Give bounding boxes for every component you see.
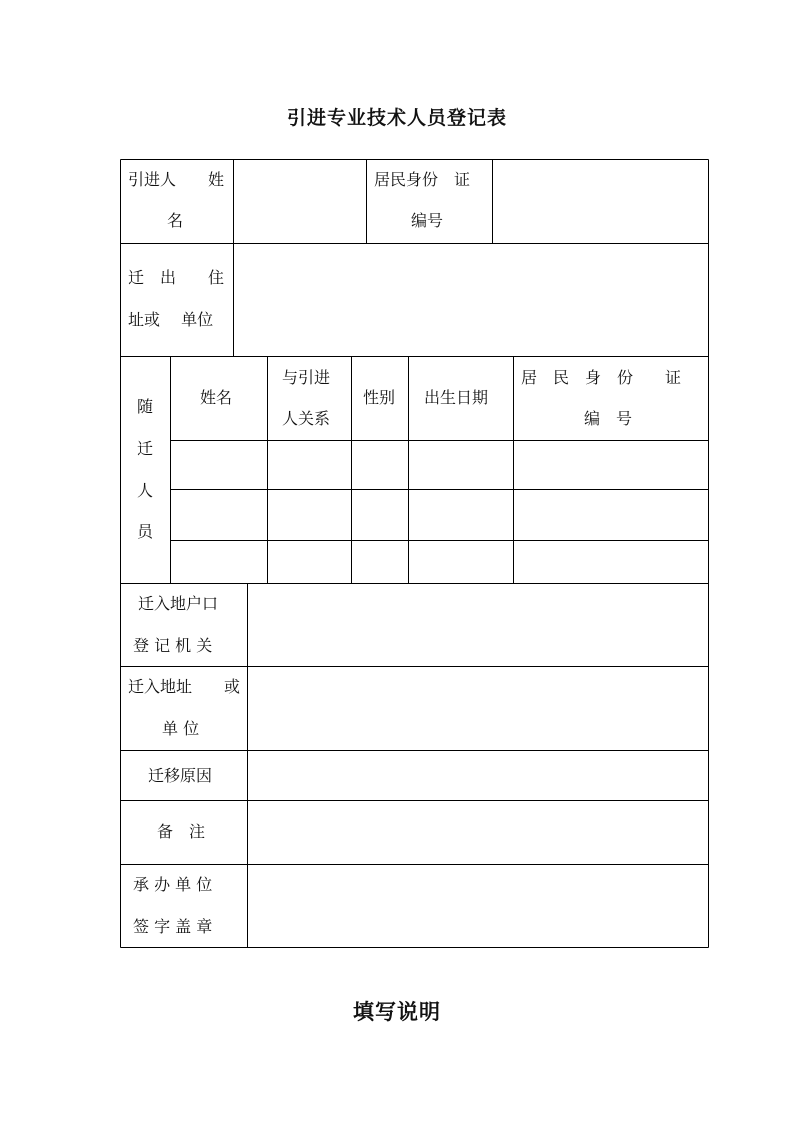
companion-3-id-field[interactable] <box>514 541 708 583</box>
companions-label-char2: 迁 <box>137 439 154 458</box>
companion-birthdate-header: 出生日期 <box>424 388 489 407</box>
destination-address-label-line2: 单 位 <box>162 719 200 738</box>
companion-1-relation-field[interactable] <box>268 441 351 489</box>
companion-2-gender-field[interactable] <box>352 490 408 540</box>
applicant-id-label-line1: 居民身份 证 <box>374 170 471 189</box>
registry-office-label-line1: 迁入地户口 <box>138 594 219 613</box>
origin-address-label-line2: 址或 单位 <box>128 310 214 329</box>
applicant-name-label-line2: 名 <box>167 211 184 230</box>
companion-3-birthdate-field[interactable] <box>409 541 513 583</box>
registry-office-field[interactable] <box>248 584 708 666</box>
companion-gender-header: 性别 <box>363 388 396 407</box>
companion-2-birthdate-field[interactable] <box>409 490 513 540</box>
companion-3-name-field[interactable] <box>171 541 267 583</box>
companion-1-gender-field[interactable] <box>352 441 408 489</box>
companion-id-header-line2: 编 号 <box>584 409 633 428</box>
companion-3-relation-field[interactable] <box>268 541 351 583</box>
remarks-field[interactable] <box>248 801 708 864</box>
companion-3-gender-field[interactable] <box>352 541 408 583</box>
companion-1-birthdate-field[interactable] <box>409 441 513 489</box>
companion-2-name-field[interactable] <box>171 490 267 540</box>
destination-address-label-line1: 迁入地址 或 <box>128 677 241 696</box>
companion-1-id-field[interactable] <box>514 441 708 489</box>
companion-id-header-line1: 居 民 身 份 证 <box>521 368 682 387</box>
companion-relation-header-line2: 人关系 <box>282 409 331 428</box>
applicant-id-field[interactable] <box>493 160 708 243</box>
companions-label-char4: 员 <box>137 522 154 541</box>
applicant-id-label-line2: 编号 <box>411 211 444 230</box>
companion-2-id-field[interactable] <box>514 490 708 540</box>
migration-reason-field[interactable] <box>248 751 708 800</box>
migration-reason-label: 迁移原因 <box>148 766 213 785</box>
instructions-heading: 填写说明 <box>353 999 441 1024</box>
handling-unit-label-line1: 承 办 单 位 <box>133 875 213 894</box>
applicant-name-field[interactable] <box>234 160 366 243</box>
destination-address-field[interactable] <box>248 667 708 750</box>
companion-relation-header-line1: 与引进 <box>282 368 331 387</box>
companion-1-name-field[interactable] <box>171 441 267 489</box>
form-title: 引进专业技术人员登记表 <box>286 107 507 129</box>
applicant-name-label-line1: 引进人 姓 <box>128 170 225 189</box>
registry-office-label-line2: 登 记 机 关 <box>133 636 213 655</box>
companion-2-relation-field[interactable] <box>268 490 351 540</box>
companions-label-char1: 随 <box>137 397 154 416</box>
companions-label-char3: 人 <box>137 481 154 500</box>
origin-address-field[interactable] <box>234 244 708 356</box>
handling-unit-label-line2: 签 字 盖 章 <box>133 917 213 936</box>
signature-stamp-field[interactable] <box>248 865 708 947</box>
remarks-label: 备 注 <box>157 822 206 841</box>
registration-form <box>120 159 709 948</box>
origin-address-label-line1: 迁 出 住 <box>128 268 225 287</box>
companion-name-header: 姓名 <box>200 388 233 407</box>
